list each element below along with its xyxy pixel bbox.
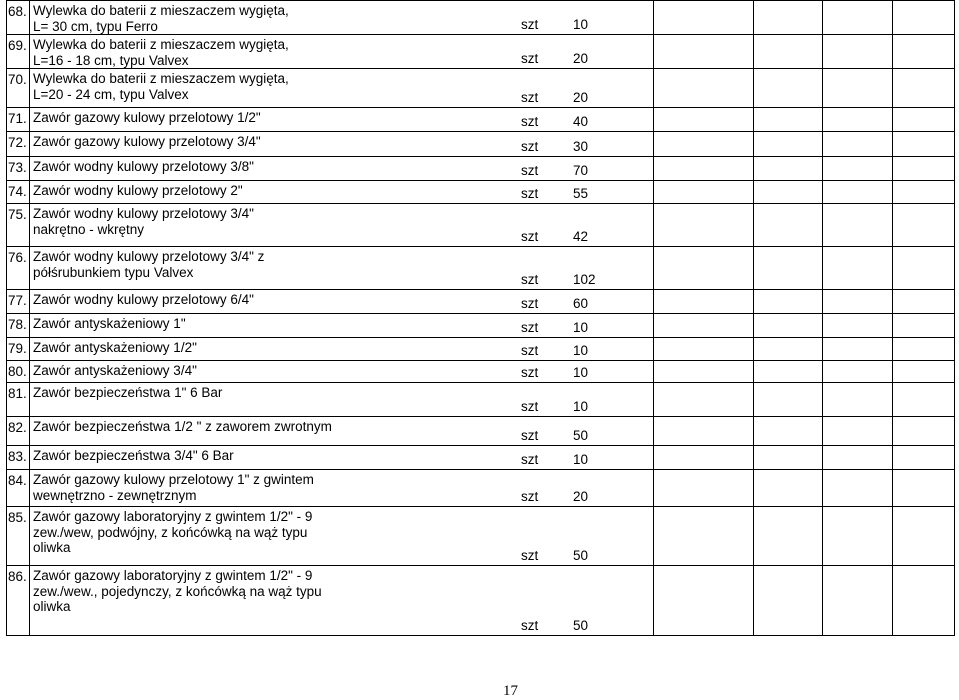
empty-cell <box>823 507 893 566</box>
empty-cell <box>823 181 893 204</box>
item-number: 69. <box>7 35 30 69</box>
empty-cell <box>893 1 955 35</box>
item-quantity: 42 <box>573 228 589 244</box>
empty-cell <box>654 247 754 290</box>
table-row <box>7 132 955 157</box>
empty-cell <box>893 446 955 470</box>
empty-cell <box>823 417 893 446</box>
item-number: 85. <box>7 507 30 566</box>
item-unit: szt <box>521 547 539 563</box>
item-unit: szt <box>521 488 539 504</box>
item-unit: szt <box>521 398 539 414</box>
table-row <box>7 108 955 132</box>
empty-cell <box>754 383 823 417</box>
item-quantity: 20 <box>573 488 589 504</box>
item-unit: szt <box>521 295 539 311</box>
empty-cell <box>893 108 955 132</box>
empty-cell <box>654 1 754 35</box>
item-description-cell <box>30 338 654 361</box>
empty-cell <box>754 247 823 290</box>
table-row <box>7 1 955 35</box>
item-quantity: 10 <box>573 319 589 335</box>
table-row <box>7 446 955 470</box>
table-row <box>7 566 955 636</box>
item-number: 68. <box>7 1 30 35</box>
item-description-cell <box>30 108 654 132</box>
item-number: 77. <box>7 290 30 314</box>
empty-cell <box>654 566 754 636</box>
item-unit: szt <box>521 364 539 380</box>
item-number: 70. <box>7 69 30 108</box>
empty-cell <box>893 338 955 361</box>
empty-cell <box>754 507 823 566</box>
empty-cell <box>654 157 754 181</box>
empty-cell <box>823 204 893 247</box>
empty-cell <box>823 132 893 157</box>
empty-cell <box>893 417 955 446</box>
table-row <box>7 314 955 338</box>
item-description-cell <box>30 470 654 507</box>
item-unit: szt <box>521 319 539 335</box>
item-unit: szt <box>521 89 539 105</box>
item-quantity: 10 <box>573 451 589 467</box>
item-quantity: 70 <box>573 162 589 178</box>
item-quantity: 20 <box>573 50 589 66</box>
item-quantity: 50 <box>573 547 589 563</box>
item-number: 83. <box>7 446 30 470</box>
item-description-cell <box>30 417 654 446</box>
item-description-cell <box>30 247 654 290</box>
empty-cell <box>823 69 893 108</box>
item-unit: szt <box>521 617 539 633</box>
item-description: Zawór bezpieczeństwa 1/2 " z zaworem zwrotnym <box>33 419 332 434</box>
empty-cell <box>754 69 823 108</box>
item-description-cell <box>30 446 654 470</box>
empty-cell <box>654 181 754 204</box>
item-number: 78. <box>7 314 30 338</box>
empty-cell <box>893 157 955 181</box>
table-row <box>7 507 955 566</box>
item-quantity: 20 <box>573 89 589 105</box>
item-description: Zawór bezpieczeństwa 1" 6 Bar <box>33 385 223 400</box>
item-description-cell <box>30 69 654 108</box>
item-description-cell <box>30 566 654 636</box>
empty-cell <box>823 314 893 338</box>
table-row <box>7 69 955 108</box>
item-description: Zawór wodny kulowy przelotowy 3/4" z półśrubunkiem typu Valvex <box>33 249 265 280</box>
item-description: Zawór antyskażeniowy 1" <box>33 316 186 331</box>
empty-cell <box>823 470 893 507</box>
table-row <box>7 417 955 446</box>
empty-cell <box>754 314 823 338</box>
empty-cell <box>823 361 893 383</box>
item-number: 73. <box>7 157 30 181</box>
item-description-cell <box>30 157 654 181</box>
empty-cell <box>893 204 955 247</box>
table-row <box>7 181 955 204</box>
empty-cell <box>893 566 955 636</box>
empty-cell <box>754 290 823 314</box>
empty-cell <box>654 108 754 132</box>
item-number: 79. <box>7 338 30 361</box>
item-number: 74. <box>7 181 30 204</box>
empty-cell <box>823 108 893 132</box>
item-description: Zawór antyskażeniowy 3/4" <box>33 363 197 378</box>
empty-cell <box>823 35 893 69</box>
item-unit: szt <box>521 16 539 32</box>
item-description-cell <box>30 314 654 338</box>
empty-cell <box>754 132 823 157</box>
item-unit: szt <box>521 185 539 201</box>
item-description-cell <box>30 1 654 35</box>
empty-cell <box>654 290 754 314</box>
item-quantity: 10 <box>573 342 589 358</box>
item-number: 76. <box>7 247 30 290</box>
item-description: Zawór gazowy laboratoryjny z gwintem 1/2" - 9 zew./wew., pojedynczy, z końcówką na wąż typu oliwka <box>33 568 322 614</box>
empty-cell <box>654 338 754 361</box>
empty-cell <box>893 247 955 290</box>
empty-cell <box>754 157 823 181</box>
items-table <box>6 0 955 636</box>
empty-cell <box>654 69 754 108</box>
empty-cell <box>754 417 823 446</box>
empty-cell <box>823 446 893 470</box>
empty-cell <box>823 383 893 417</box>
empty-cell <box>893 181 955 204</box>
table-row <box>7 157 955 181</box>
item-description-cell <box>30 132 654 157</box>
empty-cell <box>823 566 893 636</box>
item-description-cell <box>30 361 654 383</box>
item-number: 82. <box>7 417 30 446</box>
empty-cell <box>754 108 823 132</box>
table-row <box>7 204 955 247</box>
item-description-cell <box>30 507 654 566</box>
item-number: 81. <box>7 383 30 417</box>
empty-cell <box>654 314 754 338</box>
empty-cell <box>823 1 893 35</box>
item-description: Zawór gazowy kulowy przelotowy 1/2" <box>33 110 261 125</box>
empty-cell <box>754 361 823 383</box>
empty-cell <box>654 204 754 247</box>
empty-cell <box>823 290 893 314</box>
item-number: 86. <box>7 566 30 636</box>
item-unit: szt <box>521 228 539 244</box>
empty-cell <box>893 383 955 417</box>
empty-cell <box>893 361 955 383</box>
item-quantity: 55 <box>573 185 589 201</box>
item-unit: szt <box>521 162 539 178</box>
item-quantity: 60 <box>573 295 589 311</box>
empty-cell <box>893 132 955 157</box>
item-description: Zawór antyskażeniowy 1/2" <box>33 340 197 355</box>
empty-cell <box>654 35 754 69</box>
table-row <box>7 470 955 507</box>
empty-cell <box>893 69 955 108</box>
empty-cell <box>654 446 754 470</box>
item-description: Zawór wodny kulowy przelotowy 3/8" <box>33 159 254 174</box>
item-description-cell <box>30 204 654 247</box>
item-description: Zawór bezpieczeństwa 3/4" 6 Bar <box>33 448 234 463</box>
empty-cell <box>893 290 955 314</box>
item-description-cell <box>30 181 654 204</box>
empty-cell <box>754 566 823 636</box>
empty-cell <box>754 181 823 204</box>
item-unit: szt <box>521 427 539 443</box>
empty-cell <box>893 314 955 338</box>
item-unit: szt <box>521 138 539 154</box>
item-description: Zawór gazowy laboratoryjny z gwintem 1/2" - 9 zew./wew, podwójny, z końcówką na wąż typu oliwka <box>33 509 313 555</box>
table-row <box>7 361 955 383</box>
item-description: Zawór wodny kulowy przelotowy 2" <box>33 183 243 198</box>
item-quantity: 10 <box>573 398 589 414</box>
empty-cell <box>654 132 754 157</box>
item-number: 80. <box>7 361 30 383</box>
item-unit: szt <box>521 271 539 287</box>
item-description: Zawór gazowy kulowy przelotowy 1" z gwintem wewnętrzno - zewnętrznym <box>33 472 314 503</box>
table-row <box>7 383 955 417</box>
empty-cell <box>893 507 955 566</box>
item-quantity: 102 <box>573 271 596 287</box>
item-description: Wylewka do baterii z mieszaczem wygięta, L=16 - 18 cm, typu Valvex <box>33 37 289 68</box>
item-description: Zawór wodny kulowy przelotowy 6/4" <box>33 292 254 307</box>
item-quantity: 10 <box>573 364 589 380</box>
item-unit: szt <box>521 342 539 358</box>
table-row <box>7 35 955 69</box>
item-description: Zawór wodny kulowy przelotowy 3/4" nakrętno - wkrętny <box>33 206 254 237</box>
item-number: 84. <box>7 470 30 507</box>
item-quantity: 40 <box>573 113 589 129</box>
empty-cell <box>893 470 955 507</box>
table-row <box>7 247 955 290</box>
item-quantity: 30 <box>573 138 589 154</box>
page-number: 17 <box>503 683 518 699</box>
item-quantity: 50 <box>573 617 589 633</box>
empty-cell <box>754 338 823 361</box>
item-description-cell <box>30 290 654 314</box>
item-quantity: 50 <box>573 427 589 443</box>
item-number: 75. <box>7 204 30 247</box>
empty-cell <box>754 35 823 69</box>
table-row <box>7 290 955 314</box>
item-number: 72. <box>7 132 30 157</box>
empty-cell <box>654 470 754 507</box>
table-row <box>7 338 955 361</box>
empty-cell <box>754 204 823 247</box>
item-unit: szt <box>521 451 539 467</box>
item-description: Wylewka do baterii z mieszaczem wygięta, L= 30 cm, typu Ferro <box>33 3 289 34</box>
item-description: Wylewka do baterii z mieszaczem wygięta, L=20 - 24 cm, typu Valvex <box>33 71 289 102</box>
item-description-cell <box>30 383 654 417</box>
empty-cell <box>654 417 754 446</box>
empty-cell <box>654 383 754 417</box>
empty-cell <box>754 470 823 507</box>
empty-cell <box>654 507 754 566</box>
item-quantity: 10 <box>573 16 589 32</box>
empty-cell <box>823 157 893 181</box>
item-description: Zawór gazowy kulowy przelotowy 3/4" <box>33 134 261 149</box>
empty-cell <box>823 338 893 361</box>
item-number: 71. <box>7 108 30 132</box>
empty-cell <box>823 247 893 290</box>
empty-cell <box>654 361 754 383</box>
item-description-cell <box>30 35 654 69</box>
empty-cell <box>754 1 823 35</box>
empty-cell <box>754 446 823 470</box>
empty-cell <box>893 35 955 69</box>
item-unit: szt <box>521 113 539 129</box>
item-unit: szt <box>521 50 539 66</box>
